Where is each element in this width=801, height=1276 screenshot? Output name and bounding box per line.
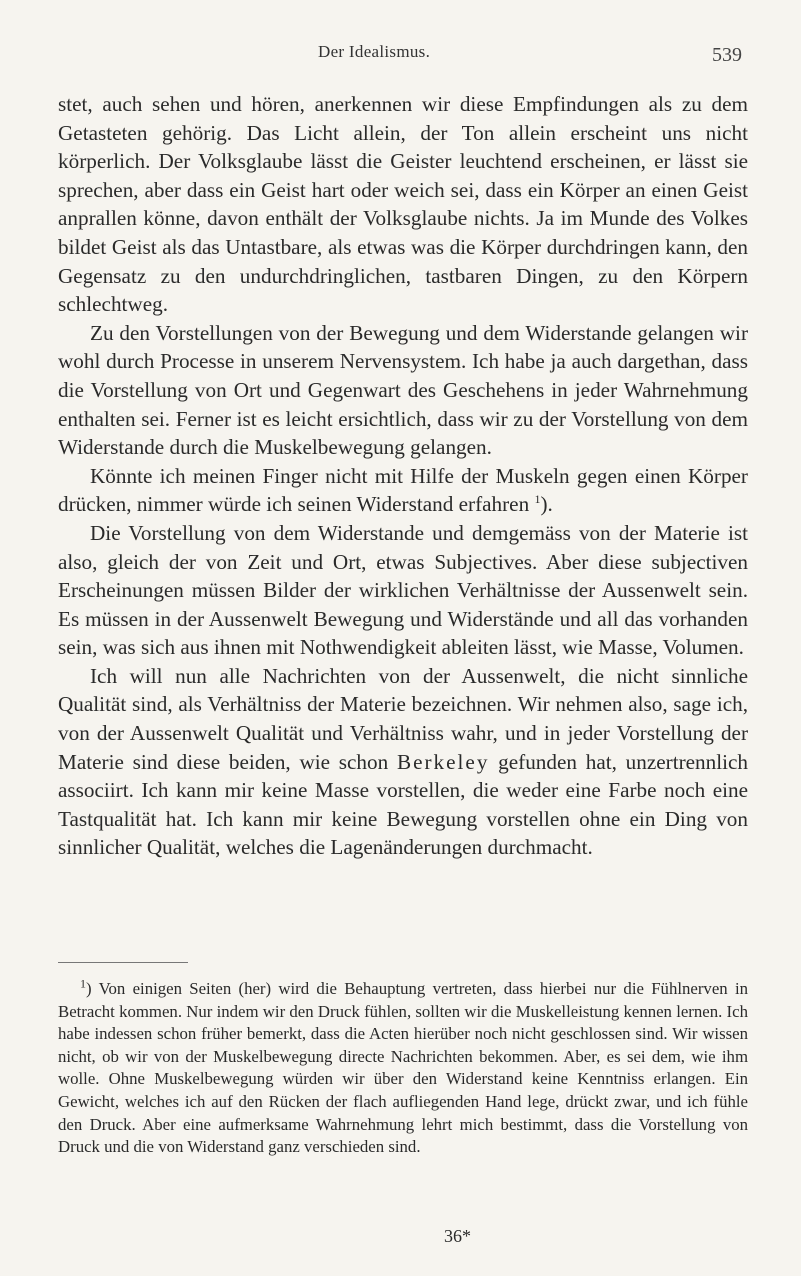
main-text: [58, 90, 748, 862]
footnote-text: ) Von einigen Seiten (her) wird die Behauptung vertreten, dass hierbei nur die Fühlnerven in Betracht kommen. Nur indem wir den Druck fühlen, sollten wir die Muskelleistung kennen lernen. Ich habe indessen schon früher bemerkt, dass die Acten hierüber noch nicht geschlossen sind. Wir wissen nicht, ob wir von der Muskelbewegung directe Nachrichten bekommen. Aber, es sei dem, wie ihm wolle. Ohne Muskelbewegung würden wir über den Widerstand keine Kenntniss erlangen. Ein Gewicht, welches ich auf den Rücken der flach aufliegenden Hand lege, drückt zwar, und ich fühle den Druck. Aber eine aufmerksame Wahrnehmung lehrt mich bestimmt, dass die Vorstellung von Druck und die von Widerstand ganz verschieden sind.: [58, 979, 748, 1157]
paragraph-1: stet, auch sehen und hören, anerkennen wir diese Empfindungen als zu dem Getasteten gehörig. Das Licht allein, der Ton allein erscheint uns nicht körperlich. Der Volksglaube lässt die Geister leuchtend erscheinen, er lässt sie sprechen, aber dass ein Geist hart oder weich sei, dass ein Körper an einen Geist anprallen könne, davon enthält der Volksglaube nichts. Ja im Munde des Volkes bildet Geist als das Untastbare, als etwas was die Körper durchdringen kann, den Gegensatz zu den undurchdringlichen, tastbaren Dingen, zu den Körpern schlechtweg.: [58, 92, 748, 317]
paragraph-3: [58, 462, 748, 519]
page-number: 539: [712, 44, 742, 66]
signature-mark: 36*: [444, 1226, 471, 1246]
paragraph-4: Die Vorstellung von dem Widerstande und demgemäss von der Materie ist also, gleich der von Zeit und Ort, etwas Subjectives. Aber diese subjectiven Erscheinungen müssen Bilder der wirklichen Verhältnisse der Aussenwelt sein. Es müssen in der Aussenwelt Bewegung und Widerstände und all das vorhanden sein, was sich aus ihnen mit Nothwendigkeit ableiten lässt, wie Masse, Volumen.: [58, 520, 748, 660]
footnote-marker: 1: [80, 976, 86, 991]
paragraph-5: [58, 662, 748, 862]
author-name-berkeley: Berkeley: [396, 749, 490, 774]
running-head: Der Idealismus.: [318, 42, 431, 61]
footnote-paragraph: [58, 978, 748, 1159]
paragraph-2: Zu den Vorstellungen von der Bewegung und dem Widerstande gelangen wir wohl durch Processe in unserem Nervensystem. Ich habe ja auch dargethan, dass die Vorstellung von Ort und Gegenwart des Geschehens in jeder Wahrnehmung enthalten sei. Ferner ist es leicht ersichtlich, dass wir zu der Vorstellung von dem Widerstande durch die Muskelbewegung gelangen.: [58, 320, 748, 460]
footnote-divider: [58, 962, 188, 963]
paragraph-5-text-b: gefunden hat, unzertrennlich associirt. Ich kann mir keine Masse vorstellen, die weder eine Farbe noch eine Tastqualität hat. Ich kann mir keine Bewegung vorstellen ohne ein Ding von sinnlicher Qualität, welches die Lagenänderungen durchmacht.: [58, 749, 748, 860]
footnote: [58, 978, 748, 1159]
paragraph-3-text: Könnte ich meinen Finger nicht mit Hilfe der Muskeln gegen einen Körper drücken, nimmer würde ich seinen Widerstand erfahren: [58, 463, 748, 517]
paragraph-5-text-a: Ich will nun alle Nachrichten von der Aussenwelt, die nicht sinnliche Qualität sind, als Verhältniss der Materie bezeichnen. Wir nehmen also, sage ich, von der Aussenwelt Qualität und Verhältniss wahr, und in jeder Vorstellung der Materie sind diese beiden, wie schon: [58, 663, 748, 774]
paragraph-3-end: ).: [540, 492, 553, 517]
footnote-reference: 1: [534, 492, 541, 507]
